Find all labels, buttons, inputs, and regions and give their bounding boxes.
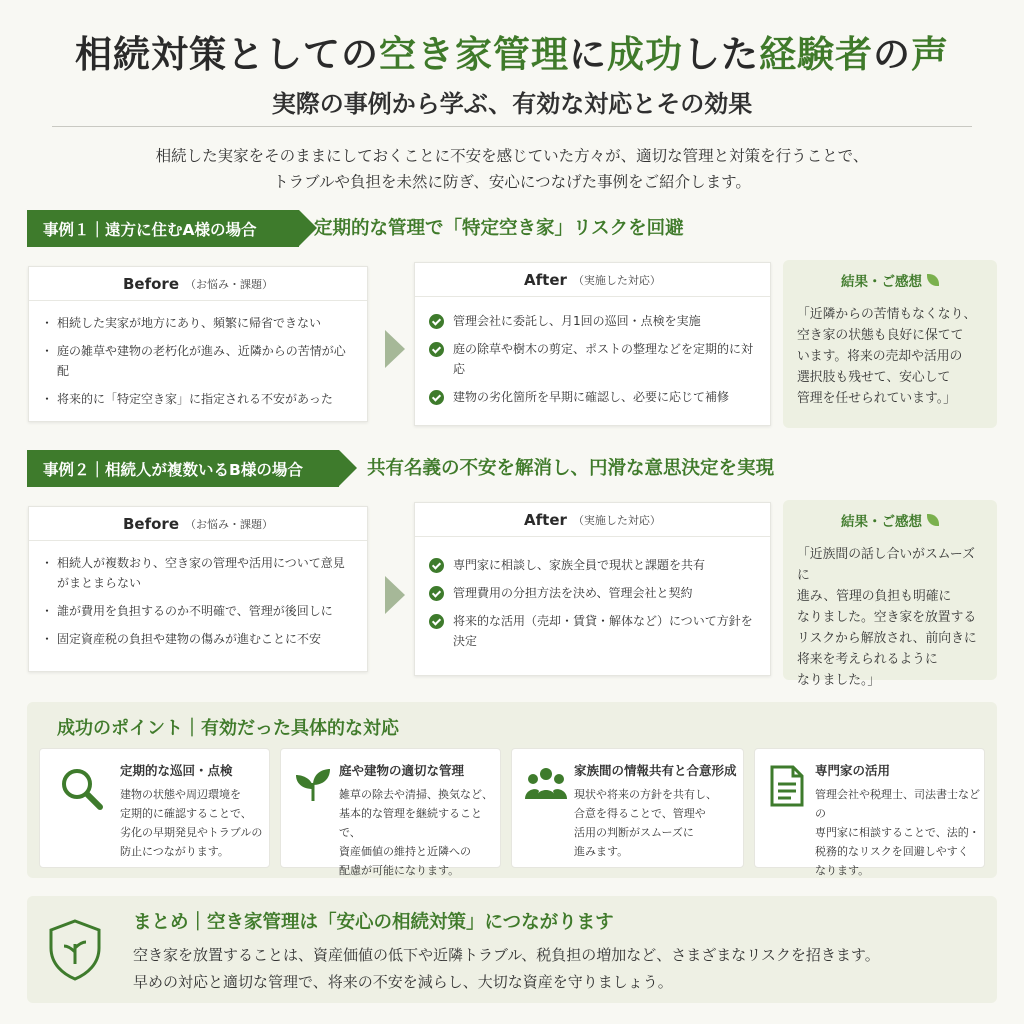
- summary-text: 空き家を放置することは、資産価値の低下や近隣トラブル、税負担の増加など、さまざまなリスクを招きます。 早めの対応と適切な管理で、将来の不安を減らし、大切な資産を守りましょう。: [133, 946, 880, 991]
- arrow-right-icon: [385, 576, 405, 614]
- points-title: 成功のポイント｜有効だった具体的な対応: [57, 718, 399, 739]
- case1-tag: 事例１｜遠方に住むA様の場合: [27, 210, 299, 247]
- success-points-panel: [27, 702, 997, 878]
- people-icon: [524, 765, 568, 805]
- after-heading: After （実施した対応）: [415, 503, 770, 537]
- page-title: 相続対策としての空き家管理に成功した経験者の声: [75, 33, 949, 76]
- case1-result-card: [783, 260, 997, 428]
- check-icon: [429, 342, 444, 357]
- magnifier-icon: [58, 765, 106, 813]
- shield-sprout-icon: [47, 918, 103, 982]
- before-heading: Before （お悩み・課題）: [29, 507, 367, 541]
- before-heading: Before （お悩み・課題）: [29, 267, 367, 301]
- case1-header: [27, 210, 997, 247]
- summary-title: まとめ｜空き家管理は「安心の相続対策」につながります: [133, 912, 614, 933]
- list-item: 建物の劣化箇所を早期に確認し、必要に応じて補修: [429, 387, 756, 407]
- check-icon: [429, 314, 444, 329]
- before-list: [29, 541, 367, 649]
- document-icon: [769, 765, 805, 807]
- point-card-expert: 専門家の活用 管理会社や税理士、司法書士などの 専門家に相談することで、法的・ 税務的なリスクを回避しやすく なります。: [754, 748, 985, 868]
- sprout-icon: [293, 765, 333, 805]
- result-text: 「近隣からの苦情もなくなり、 空き家の状態も良好に保てて います。将来の売却や活用の 選択肢も残せて、安心して 管理を任せられています。」: [797, 307, 977, 406]
- case2-header: [27, 450, 997, 487]
- before-list: [29, 301, 367, 409]
- list-item: ・ 庭の雑草や建物の老朽化が進み、近隣からの苦情が心配: [43, 341, 353, 381]
- point-card-family: 家族間の情報共有と合意形成 現状や将来の方針を共有し、 合意を得ることで、管理や 活用の判断がスムーズに 進みます。: [511, 748, 744, 868]
- case1-after-card: [414, 262, 771, 426]
- list-item: ・ 相続人が複数おり、空き家の管理や活用について意見がまとまらない: [43, 553, 353, 593]
- list-item: ・ 将来的に「特定空き家」に指定される不安があった: [43, 389, 353, 409]
- case2-before-card: [28, 506, 368, 672]
- result-heading: 結果・ご感想: [797, 510, 983, 530]
- check-icon: [429, 558, 444, 573]
- list-item: ・ 相続した実家が地方にあり、頻繁に帰省できない: [43, 313, 353, 333]
- check-icon: [429, 390, 444, 405]
- summary-panel: [27, 896, 997, 1003]
- list-item: 管理費用の分担方法を決め、管理会社と契約: [429, 583, 756, 603]
- result-text: 「近族間の話し合いがスムーズに 進み、管理の負担も明確に なりました。空き家を放置する リスクから解放され、前向きに 将来を考えられるように なりました。」: [797, 547, 977, 688]
- case1-before-card: [28, 266, 368, 422]
- divider: [52, 126, 972, 127]
- after-list: [415, 537, 770, 651]
- case2-title: 共有名義の不安を解消し、円滑な意思決定を実現: [367, 458, 775, 479]
- after-list: [415, 297, 770, 407]
- point-card-maintenance: 庭や建物の適切な管理 雑草の除去や清掃、換気など、 基本的な管理を継続することで、 資産価値の維持と近隣への 配慮が可能になります。: [280, 748, 501, 868]
- check-icon: [429, 586, 444, 601]
- case1-title: 定期的な管理で「特定空き家」リスクを回避: [314, 218, 684, 239]
- after-heading: After （実施した対応）: [415, 263, 770, 297]
- point-card-inspection: 定期的な巡回・点検 建物の状態や周辺環境を 定期的に確認することで、 劣化の早期発見やトラブルの 防止につながります。: [39, 748, 270, 868]
- list-item: 庭の除草や樹木の剪定、ポストの整理などを定期的に対応: [429, 339, 756, 379]
- list-item: 将来的な活用（売却・賃貸・解体など）について方針を決定: [429, 611, 756, 651]
- intro-text: 相続した実家をそのままにしておくことに不安を感じていた方々が、適切な管理と対策を行うことで、 トラブルや負担を未然に防ぎ、安心につなげた事例をご紹介します。: [155, 147, 869, 191]
- arrow-right-icon: [385, 330, 405, 368]
- list-item: 管理会社に委託し、月1回の巡回・点検を実施: [429, 311, 756, 331]
- leaf-icon: [927, 274, 939, 286]
- list-item: 専門家に相談し、家族全員で現状と課題を共有: [429, 555, 756, 575]
- list-item: ・ 固定資産税の負担や建物の傷みが進むことに不安: [43, 629, 353, 649]
- case2-after-card: [414, 502, 771, 676]
- case2-tag: 事例２｜相続人が複数いるB様の場合: [27, 450, 339, 487]
- case2-result-card: [783, 500, 997, 688]
- result-heading: 結果・ご感想: [797, 270, 983, 290]
- check-icon: [429, 614, 444, 629]
- page-subtitle: 実際の事例から学ぶ、有効な対応とその効果: [271, 90, 753, 118]
- leaf-icon: [927, 514, 939, 526]
- list-item: ・ 誰が費用を負担するのか不明確で、管理が後回しに: [43, 601, 353, 621]
